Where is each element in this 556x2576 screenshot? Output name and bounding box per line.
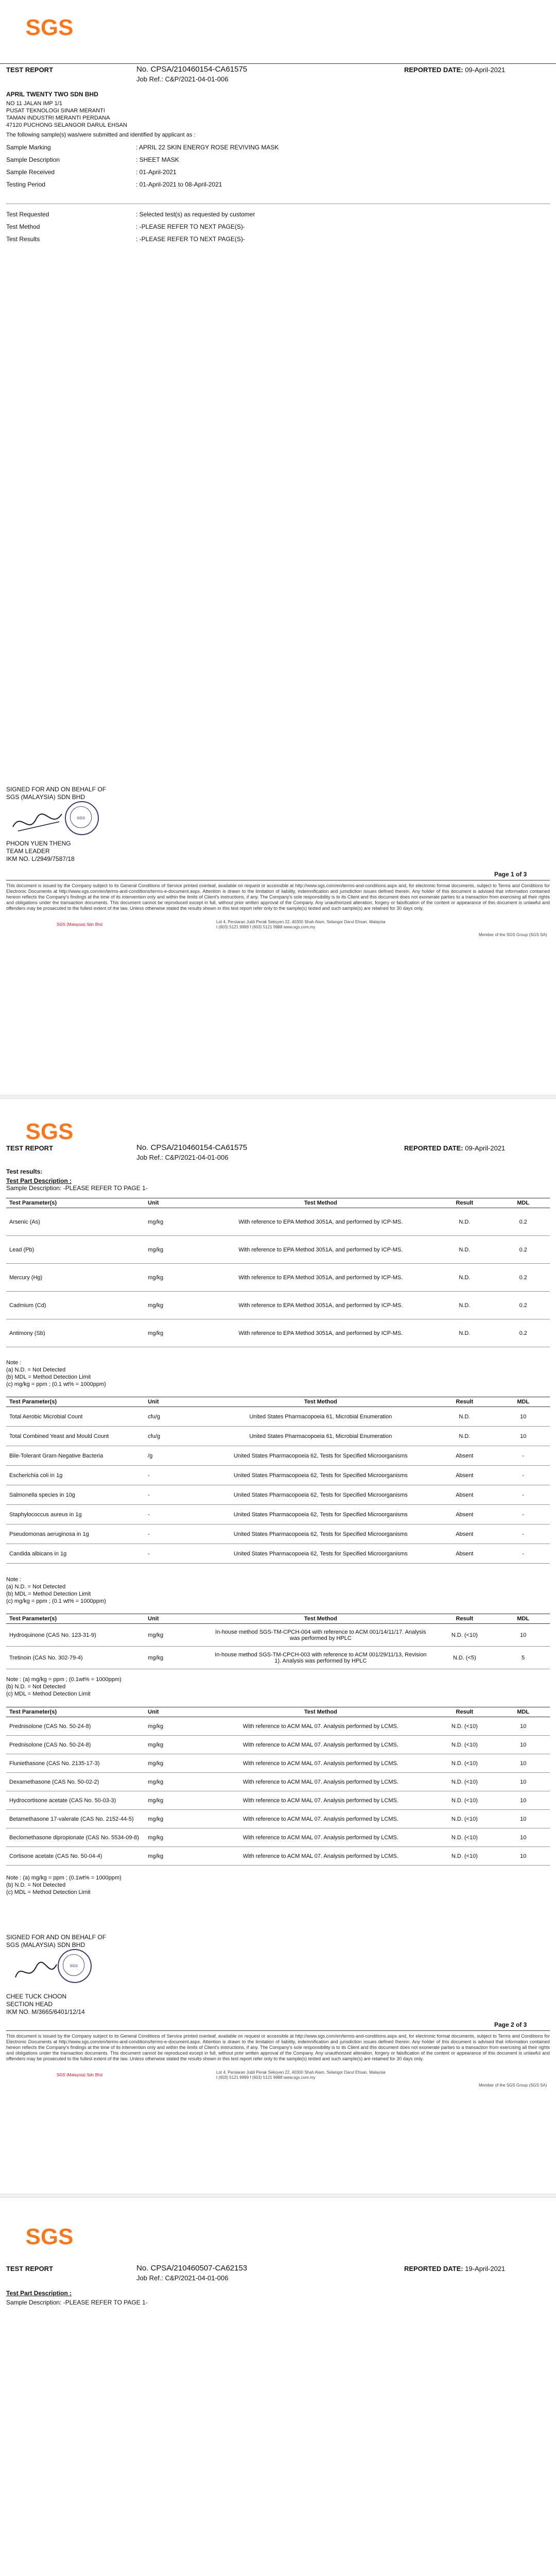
field-value: : -PLEASE REFER TO NEXT PAGE(S)-	[136, 223, 245, 230]
table-row	[6, 1810, 550, 1828]
table-cell: -	[145, 1485, 208, 1505]
signed-line: SIGNED FOR AND ON BEHALF OF	[6, 786, 107, 793]
field-row	[6, 233, 470, 245]
table-cell: With reference to ACM MAL 07. Analysis performed by LCMS.	[208, 1717, 432, 1736]
test-fields	[6, 208, 470, 245]
note-line: Note :	[6, 1577, 22, 1583]
column-header: Unit	[145, 1198, 208, 1208]
table-cell: N.D. (<5)	[432, 1647, 496, 1669]
table-cell: Escherichia coli in 1g	[6, 1466, 145, 1485]
sgs-logo-text: SGS	[25, 2224, 74, 2249]
table-row	[6, 1717, 550, 1736]
table-cell: cfu/g	[145, 1407, 208, 1427]
table-cell: N.D.	[432, 1427, 496, 1446]
report-label: TEST REPORT	[6, 1144, 54, 1152]
table-row	[6, 1466, 550, 1485]
table-cell: Absent	[432, 1466, 496, 1485]
svg-text:SGS: SGS	[77, 815, 85, 820]
microbial-table	[6, 1397, 550, 1564]
field-value: : Selected test(s) as requested by customer	[136, 211, 255, 218]
table-cell: mg/kg	[145, 1319, 208, 1347]
table-cell: N.D. (<10)	[432, 1791, 496, 1810]
table-cell: Arsenic (As)	[6, 1208, 145, 1236]
table-header-row	[6, 1707, 550, 1717]
job-ref: Job Ref.: C&P/2021-04-01-006	[136, 1154, 229, 1161]
table-cell: Hydrocortisone acetate (CAS No. 50-03-3)	[6, 1791, 145, 1810]
report-page-3	[0, 2198, 556, 2576]
footer-company: SGS (Malaysia) Sdn Bhd	[57, 2073, 102, 2077]
note-line: (c) MDL = Method Detection Limit	[6, 1691, 91, 1697]
table-cell: mg/kg	[145, 1791, 208, 1810]
table-row	[6, 1773, 550, 1791]
report-page-2	[0, 1099, 556, 2194]
footer-company: SGS (Malaysia) Sdn Bhd	[57, 922, 102, 927]
table-header-row	[6, 1198, 550, 1208]
reported-date-label: REPORTED DATE:	[404, 2265, 463, 2273]
signer-name: CHEE TUCK CHOON	[6, 1993, 67, 2000]
job-ref: Job Ref.: C&P/2021-04-01-006	[136, 75, 229, 83]
table-cell: With reference to EPA Method 3051A, and performed by ICP-MS.	[208, 1236, 432, 1264]
note-line: Note : (a) mg/kg = ppm ; (0.1wt% = 1000ppm)	[6, 1676, 121, 1683]
column-header: Result	[432, 1397, 496, 1407]
table-cell: 5	[496, 1647, 550, 1669]
sgs-logo	[21, 9, 78, 46]
note-line: (b) N.D. = Not Detected	[6, 1684, 66, 1690]
note-line: (b) MDL = Method Detection Limit	[6, 1374, 91, 1380]
table-cell: -	[496, 1466, 550, 1485]
field-value: : APRIL 22 SKIN ENERGY ROSE REVIVING MASK	[136, 144, 279, 151]
table-row	[6, 1208, 550, 1236]
field-row	[6, 141, 470, 154]
signer-info	[6, 840, 75, 863]
column-header: MDL	[496, 1707, 550, 1717]
address-line: PUSAT TEKNOLOGI SINAR MERANTI	[6, 108, 105, 114]
column-header: Unit	[145, 1397, 208, 1407]
field-label: Test Requested	[6, 211, 49, 218]
table-cell: Mercury (Hg)	[6, 1264, 145, 1292]
table-cell: Fluniethasone (CAS No. 2135-17-3)	[6, 1754, 145, 1773]
table-cell: N.D. (<10)	[432, 1847, 496, 1866]
table-cell: Beclomethasone dipropionate (CAS No. 5534-09-8)	[6, 1828, 145, 1847]
table-cell: With reference to EPA Method 3051A, and performed by ICP-MS.	[208, 1292, 432, 1319]
signature-scribble-icon	[13, 1959, 59, 1985]
table-row	[6, 1485, 550, 1505]
table-cell: Candida albicans in 1g	[6, 1544, 145, 1564]
signer-name: PHOON YUEN THENG	[6, 840, 71, 847]
column-header: Test Method	[208, 1614, 432, 1624]
table-cell: United States Pharmacopoeia 62, Tests for Specified Microorganisms	[208, 1446, 432, 1466]
signature-scribble-icon	[10, 806, 67, 837]
footer-member: Member of the SGS Group (SGS SA)	[479, 2083, 547, 2088]
table-row	[6, 1427, 550, 1446]
footer-contact: t (603) 5121 9999 f (603) 5121 9988 www.sgs.com.my	[216, 2075, 316, 2080]
footer-address: Lot 4, Persiaran Jubli Perak Seksyen 22, 40300 Shah Alam, Selangor Darul Ehsan, Malaysia	[216, 2070, 386, 2075]
table-cell: With reference to ACM MAL 07. Analysis performed by LCMS.	[208, 1810, 432, 1828]
report-number: No. CPSA/210460507-CA62153	[136, 2264, 248, 2273]
table-cell: 0.2	[496, 1208, 550, 1236]
table-row	[6, 1647, 550, 1669]
field-label: Test Method	[6, 223, 40, 230]
table-cell: -	[496, 1524, 550, 1544]
table-row	[6, 1828, 550, 1847]
table-cell: Salmonella species in 10g	[6, 1485, 145, 1505]
reported-date-label: REPORTED DATE:	[404, 1144, 463, 1152]
note-line: (a) N.D. = Not Detected	[6, 1584, 66, 1590]
table-cell: Prednisolone (CAS No. 50-24-8)	[6, 1717, 145, 1736]
note-line: (c) mg/kg = ppm ; (0.1 wt% = 1000ppm)	[6, 1381, 106, 1387]
table-cell: Cortisone acetate (CAS No. 50-04-4)	[6, 1847, 145, 1866]
table-cell: Absent	[432, 1485, 496, 1505]
table-cell: Tretinoin (CAS No. 302-79-4)	[6, 1647, 145, 1669]
signer-ikm: IKM NO. L/2949/7587/18	[6, 855, 75, 862]
table-cell: With reference to EPA Method 3051A, and performed by ICP-MS.	[208, 1208, 432, 1236]
column-header: Result	[432, 1614, 496, 1624]
table-cell: Cadmium (Cd)	[6, 1292, 145, 1319]
table-cell: N.D. (<10)	[432, 1810, 496, 1828]
table-cell: mg/kg	[145, 1773, 208, 1791]
client-name: APRIL TWENTY TWO SDN BHD	[6, 91, 98, 98]
table-cell: N.D. (<10)	[432, 1624, 496, 1647]
table-cell: Hydroquinone (CAS No. 123-31-9)	[6, 1624, 145, 1647]
table-cell: N.D.	[432, 1236, 496, 1264]
field-row	[6, 166, 470, 178]
table-cell: Absent	[432, 1446, 496, 1466]
table-cell: 10	[496, 1624, 550, 1647]
note-line: Note : (a) mg/kg = ppm ; (0.1wt% = 1000ppm)	[6, 1875, 121, 1881]
column-header: Test Parameter(s)	[6, 1707, 145, 1717]
table-note	[6, 1676, 121, 1698]
sample-description: Sample Description: -PLEASE REFER TO PAGE 1-	[6, 1184, 148, 1192]
table-cell: -	[496, 1446, 550, 1466]
field-row	[6, 208, 470, 221]
table-cell: With reference to ACM MAL 07. Analysis performed by LCMS.	[208, 1791, 432, 1810]
job-ref: Job Ref.: C&P/2021-04-01-006	[136, 2274, 229, 2282]
field-label: Sample Description	[6, 156, 60, 163]
note-line: (b) MDL = Method Detection Limit	[6, 1591, 91, 1597]
note-line: Note :	[6, 1360, 22, 1366]
table-cell: 10	[496, 1427, 550, 1446]
table-cell: United States Pharmacopoeia 61, Microbial Enumeration	[208, 1427, 432, 1446]
table-row	[6, 1847, 550, 1866]
report-label: TEST REPORT	[6, 66, 54, 74]
column-header: MDL	[496, 1614, 550, 1624]
table-cell: Staphylococcus aureus in 1g	[6, 1505, 145, 1524]
column-header: Unit	[145, 1707, 208, 1717]
field-label: Testing Period	[6, 181, 46, 188]
table-row	[6, 1319, 550, 1347]
table-cell: mg/kg	[145, 1754, 208, 1773]
table-cell: Antimony (Sb)	[6, 1319, 145, 1347]
address-line: 47120 PUCHONG SELANGOR DARUL EHSAN	[6, 122, 127, 128]
table-cell: Total Aerobic Microbial Count	[6, 1407, 145, 1427]
field-label: Sample Received	[6, 168, 55, 176]
table-row	[6, 1446, 550, 1466]
signer-ikm: IKM NO. M/3665/6401/12/14	[6, 2008, 85, 2015]
reported-date: 09-April-2021	[465, 1144, 506, 1152]
table-cell: mg/kg	[145, 1736, 208, 1754]
report-number: No. CPSA/210460154-CA61575	[136, 65, 248, 74]
table-cell: mg/kg	[145, 1264, 208, 1292]
table-row	[6, 1754, 550, 1773]
field-row	[6, 178, 470, 191]
table-cell: 10	[496, 1754, 550, 1773]
table-cell: With reference to EPA Method 3051A, and performed by ICP-MS.	[208, 1264, 432, 1292]
table-cell: Lead (Pb)	[6, 1236, 145, 1264]
disclaimer: This document is issued by the Company subject to its General Conditions of Service printed overleaf, available on request or accessible at http://www.sgs.com/en/terms-and-conditions.aspx and, for electronic format documents, subject to Terms and Conditions for Electronic Documents at http://www.sgs.com/en/terms-and-conditions/terms-e-document.aspx. Attention is drawn to the limitation of liability, indemnification and jurisdiction issues defined therein. Any holder of this document is advised that information contained hereon reflects the Company's findings at the time of its intervention only and within the limits of Client's instructions, if any. The Company's sole responsibility is to its Client and this document does not exonerate parties to a transaction from exercising all their rights and obligations under the transaction documents. This document cannot be reproduced except in full, without prior written approval of the Company. Any unauthorized alteration, forgery or falsification of the content or appearance of this document is unlawful and offenders may be prosecuted to the fullest extent of the law. Unless otherwise stated the results shown in this test report refer only to the sample(s) tested and such sample(s) are retained for 30 days only.	[6, 2033, 550, 2061]
table-cell: Prednisolone (CAS No. 50-24-8)	[6, 1736, 145, 1754]
table-cell: 0.2	[496, 1319, 550, 1347]
part-description-heading: Test Part Description :	[6, 2290, 72, 2297]
test-results-heading: Test results:	[6, 1168, 43, 1175]
page-number: Page 1 of 3	[494, 871, 527, 878]
address-line: NO 11 JALAN IMP 1/1	[6, 100, 63, 107]
heavy-metals-table	[6, 1198, 550, 1347]
table-header-row	[6, 1397, 550, 1407]
column-header: MDL	[496, 1397, 550, 1407]
table-cell: Dexamethasone (CAS No. 50-02-2)	[6, 1773, 145, 1791]
table-cell: N.D. (<10)	[432, 1828, 496, 1847]
signer-title: TEAM LEADER	[6, 848, 50, 855]
table-cell: 0.2	[496, 1236, 550, 1264]
field-label: Sample Marking	[6, 144, 51, 151]
signer-title: SECTION HEAD	[6, 2001, 53, 2008]
table-header-row	[6, 1614, 550, 1624]
sgs-logo	[21, 2218, 78, 2256]
submitted-note: The following sample(s) was/were submitted and identified by applicant as :	[6, 132, 196, 138]
table-cell: 10	[496, 1847, 550, 1866]
table-cell: mg/kg	[145, 1292, 208, 1319]
table-cell: 10	[496, 1773, 550, 1791]
table-row	[6, 1736, 550, 1754]
table-cell: N.D. (<10)	[432, 1754, 496, 1773]
company-stamp-icon	[58, 1949, 92, 1983]
report-page-1	[0, 0, 556, 1095]
signature-block	[6, 1934, 106, 1949]
table-cell: N.D.	[432, 1208, 496, 1236]
note-line: (c) mg/kg = ppm ; (0.1 wt% = 1000ppm)	[6, 1598, 106, 1604]
column-header: Test Method	[208, 1198, 432, 1208]
table-row	[6, 1791, 550, 1810]
table-cell: United States Pharmacopoeia 61, Microbial Enumeration	[208, 1407, 432, 1427]
company-stamp-icon	[65, 801, 99, 835]
table-row	[6, 1544, 550, 1564]
signed-company: SGS (MALAYSIA) SDN BHD	[6, 1941, 85, 1948]
field-value: : 01-April-2021 to 08-April-2021	[136, 181, 222, 188]
table-cell: mg/kg	[145, 1647, 208, 1669]
table-cell: mg/kg	[145, 1828, 208, 1847]
reported-date: 09-April-2021	[465, 66, 506, 74]
footer-address: Lot 4, Persiaran Jubli Perak Seksyen 22, 40300 Shah Alam, Selangor Darul Ehsan, Malaysia	[216, 920, 386, 924]
table-cell: With reference to ACM MAL 07. Analysis performed by LCMS.	[208, 1736, 432, 1754]
signature-block	[6, 786, 106, 801]
table-cell: United States Pharmacopoeia 62, Tests for Specified Microorganisms	[208, 1544, 432, 1564]
field-row	[6, 154, 470, 166]
sgs-logo-text: SGS	[25, 1119, 74, 1144]
column-header: Result	[432, 1707, 496, 1717]
field-value: : SHEET MASK	[136, 156, 179, 163]
table-cell: In-house method SGS-TM-CPCH-004 with reference to ACM 001/14/11/17. Analysis was performed by HPLC	[208, 1624, 432, 1647]
footer-member: Member of the SGS Group (SGS SA)	[479, 933, 547, 937]
table-cell: -	[145, 1466, 208, 1485]
table-cell: 0.2	[496, 1292, 550, 1319]
table-cell: N.D.	[432, 1407, 496, 1427]
table-cell: N.D.	[432, 1264, 496, 1292]
table-cell: mg/kg	[145, 1208, 208, 1236]
table-cell: 10	[496, 1828, 550, 1847]
page-number: Page 2 of 3	[494, 2021, 527, 2028]
table-cell: N.D.	[432, 1319, 496, 1347]
table-cell: With reference to ACM MAL 07. Analysis performed by LCMS.	[208, 1754, 432, 1773]
sgs-logo-text: SGS	[25, 15, 74, 40]
field-row	[6, 221, 470, 233]
footer-contact: t (603) 5121 9999 f (603) 5121 9988 www.sgs.com.my	[216, 925, 316, 929]
note-line: (a) N.D. = Not Detected	[6, 1367, 66, 1373]
table-cell: In-house method SGS-TM-CPCH-003 with reference to ACM 001/29/11/13, Revision 1). Analysis was performed by HPLC	[208, 1647, 432, 1669]
table-cell: cfu/g	[145, 1427, 208, 1446]
table-cell: Betamethasone 17-valerate (CAS No. 2152-44-5)	[6, 1810, 145, 1828]
reported-date: 19-April-2021	[465, 2265, 506, 2273]
table-cell: Absent	[432, 1505, 496, 1524]
field-value: : 01-April-2021	[136, 168, 177, 176]
table-cell: 10	[496, 1736, 550, 1754]
table-cell: -	[496, 1544, 550, 1564]
column-header: Unit	[145, 1614, 208, 1624]
table-cell: -	[496, 1485, 550, 1505]
table-cell: N.D. (<10)	[432, 1717, 496, 1736]
table-cell: 10	[496, 1791, 550, 1810]
note-line: (b) N.D. = Not Detected	[6, 1882, 66, 1888]
table-cell: Total Combined Yeast and Mould Count	[6, 1427, 145, 1446]
table-cell: With reference to ACM MAL 07. Analysis performed by LCMS.	[208, 1847, 432, 1866]
table-row	[6, 1407, 550, 1427]
table-cell: -	[496, 1505, 550, 1524]
note-line: (c) MDL = Method Detection Limit	[6, 1889, 91, 1895]
signed-line: SIGNED FOR AND ON BEHALF OF	[6, 1934, 107, 1941]
table-note	[6, 1359, 106, 1388]
signed-company: SGS (MALAYSIA) SDN BHD	[6, 793, 85, 801]
table-cell: 0.2	[496, 1264, 550, 1292]
report-number: No. CPSA/210460154-CA61575	[136, 1143, 248, 1152]
table-row	[6, 1524, 550, 1544]
disclaimer: This document is issued by the Company subject to its General Conditions of Service printed overleaf, available on request or accessible at http://www.sgs.com/en/terms-and-conditions.aspx and, for electronic format documents, subject to Terms and Conditions for Electronic Documents at http://www.sgs.com/en/terms-and-conditions/terms-e-document.aspx. Attention is drawn to the limitation of liability, indemnification and jurisdiction issues defined therein. Any holder of this document is advised that information contained hereon reflects the Company's findings at the time of its intervention only and within the limits of Client's instructions, if any. The Company's sole responsibility is to its Client and this document does not exonerate parties to a transaction from exercising all their rights and obligations under the transaction documents. This document cannot be reproduced except in full, without prior written approval of the Company. Any unauthorized alteration, forgery or falsification of the content or appearance of this document is unlawful and offenders may be prosecuted to the fullest extent of the law. Unless otherwise stated the results shown in this test report refer only to the sample(s) tested and such sample(s) are retained for 30 days only.	[6, 883, 550, 911]
table-cell: N.D. (<10)	[432, 1736, 496, 1754]
table-note	[6, 1576, 106, 1605]
sample-fields	[6, 141, 470, 191]
column-header: Test Method	[208, 1397, 432, 1407]
table-cell: mg/kg	[145, 1810, 208, 1828]
table-row	[6, 1624, 550, 1647]
table-cell: mg/kg	[145, 1717, 208, 1736]
table-cell: With reference to ACM MAL 07. Analysis performed by LCMS.	[208, 1828, 432, 1847]
column-header: MDL	[496, 1198, 550, 1208]
table-cell: United States Pharmacopoeia 62, Tests for Specified Microorganisms	[208, 1524, 432, 1544]
table-row	[6, 1292, 550, 1319]
hydroquinone-table	[6, 1614, 550, 1669]
table-cell: With reference to ACM MAL 07. Analysis performed by LCMS.	[208, 1773, 432, 1791]
report-label: TEST REPORT	[6, 2265, 54, 2273]
svg-text:SGS: SGS	[70, 1963, 78, 1968]
table-cell: 10	[496, 1407, 550, 1427]
table-cell: N.D.	[432, 1292, 496, 1319]
table-row	[6, 1264, 550, 1292]
table-cell: Absent	[432, 1524, 496, 1544]
column-header: Test Parameter(s)	[6, 1614, 145, 1624]
steroids-table	[6, 1707, 550, 1866]
table-cell: -	[145, 1524, 208, 1544]
table-row	[6, 1505, 550, 1524]
column-header: Test Parameter(s)	[6, 1198, 145, 1208]
table-cell: United States Pharmacopoeia 62, Tests for Specified Microorganisms	[208, 1466, 432, 1485]
table-cell: mg/kg	[145, 1847, 208, 1866]
table-cell: 10	[496, 1717, 550, 1736]
table-cell: mg/kg	[145, 1624, 208, 1647]
column-header: Test Parameter(s)	[6, 1397, 145, 1407]
table-cell: /g	[145, 1446, 208, 1466]
table-cell: -	[145, 1544, 208, 1564]
client-address	[6, 100, 127, 129]
table-cell: 10	[496, 1810, 550, 1828]
table-cell: -	[145, 1505, 208, 1524]
sample-description: Sample Description: -PLEASE REFER TO PAGE 1-	[6, 2299, 148, 2306]
address-line: TAMAN INDUSTRI MERANTI PERDANA	[6, 115, 110, 121]
table-cell: With reference to EPA Method 3051A, and performed by ICP-MS.	[208, 1319, 432, 1347]
table-cell: Bile-Tolerant Gram-Negative Bacteria	[6, 1446, 145, 1466]
table-cell: Pseudomonas aeruginosa in 1g	[6, 1524, 145, 1544]
table-cell: mg/kg	[145, 1236, 208, 1264]
signer-info	[6, 1993, 85, 2016]
column-header: Test Method	[208, 1707, 432, 1717]
field-value: : -PLEASE REFER TO NEXT PAGE(S)-	[136, 235, 245, 243]
table-row	[6, 1236, 550, 1264]
table-note	[6, 1874, 121, 1896]
column-header: Result	[432, 1198, 496, 1208]
part-description-heading: Test Part Description :	[6, 1177, 72, 1184]
table-cell: United States Pharmacopoeia 62, Tests for Specified Microorganisms	[208, 1485, 432, 1505]
table-cell: United States Pharmacopoeia 62, Tests for Specified Microorganisms	[208, 1505, 432, 1524]
reported-date-label: REPORTED DATE:	[404, 66, 463, 74]
field-label: Test Results	[6, 235, 40, 243]
table-cell: N.D. (<10)	[432, 1773, 496, 1791]
table-cell: Absent	[432, 1544, 496, 1564]
